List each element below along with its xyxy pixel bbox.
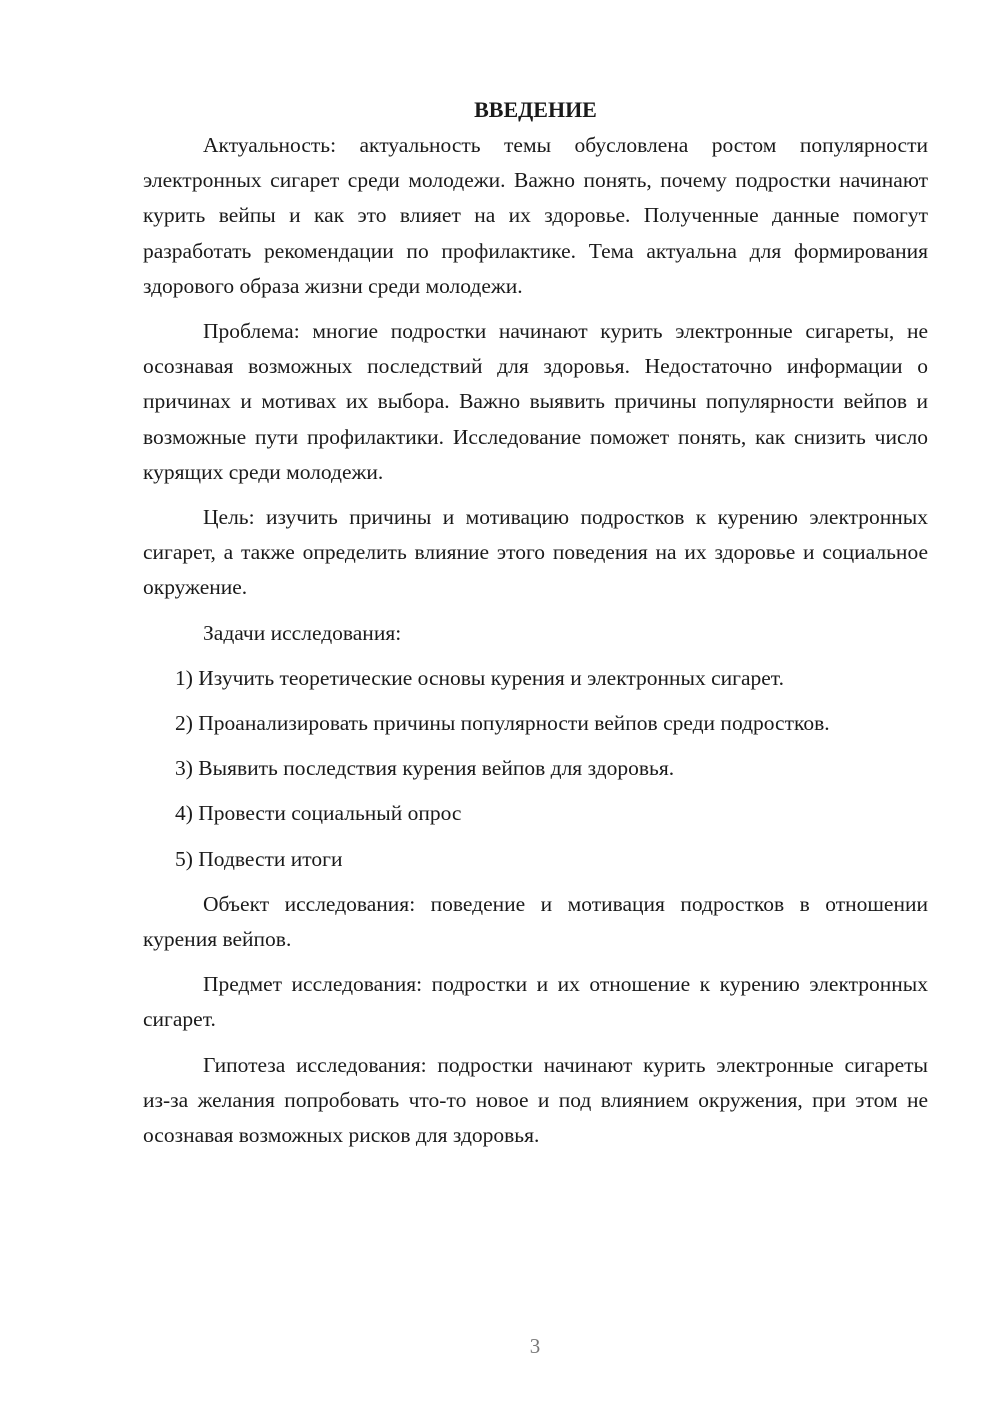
task-item: 4) Провести социальный опрос xyxy=(175,801,462,826)
paragraph-hypothesis: Гипотеза исследования: подростки начинают курить электронные сигареты из-за желания попробовать что-то новое и под влиянием окружения, при этом не осознавая возможных рисков для здоровья. xyxy=(143,1052,928,1148)
document-page xyxy=(143,92,928,1163)
task-item: 2) Проанализировать причины популярности вейпов среди подростков. xyxy=(175,711,830,736)
tasks-heading: Задачи исследования: xyxy=(203,620,402,645)
paragraph-object: Объект исследования: поведение и мотивация подростков в отношении курения вейпов. xyxy=(143,891,928,952)
task-item: 5) Подвести итоги xyxy=(175,846,343,871)
task-item: 1) Изучить теоретические основы курения и электронных сигарет. xyxy=(175,665,784,690)
section-title: ВВЕДЕНИЕ xyxy=(474,97,597,122)
page-number: 3 xyxy=(529,1334,541,1358)
tasks-list xyxy=(143,661,928,877)
paragraph-relevance: Актуальность: актуальность темы обусловлена ростом популярности электронных сигарет среди молодежи. Важно понять, почему подростки начинают курить вейпы и как это влияет на их здоровье. Полученные данные помогут разработать рекомендации по профилактике. Тема актуальна для формирования здорового образа жизни среди молодежи. xyxy=(143,133,928,298)
paragraph-problem: Проблема: многие подростки начинают курить электронные сигареты, не осознавая возможных последствий для здоровья. Недостаточно информации о причинах и мотивах их выбора. Важно выявить причины популярности вейпов и возможные пути профилактики. Исследование поможет понять, как снизить число курящих среди молодежи. xyxy=(143,319,928,484)
paragraph-subject: Предмет исследования: подростки и их отношение к курению электронных сигарет. xyxy=(143,972,928,1032)
paragraph-goal: Цель: изучить причины и мотивацию подростков к курению электронных сигарет, а также определить влияние этого поведения на их здоровье и социальное окружение. xyxy=(143,505,928,600)
task-item: 3) Выявить последствия курения вейпов для здоровья. xyxy=(175,756,675,781)
